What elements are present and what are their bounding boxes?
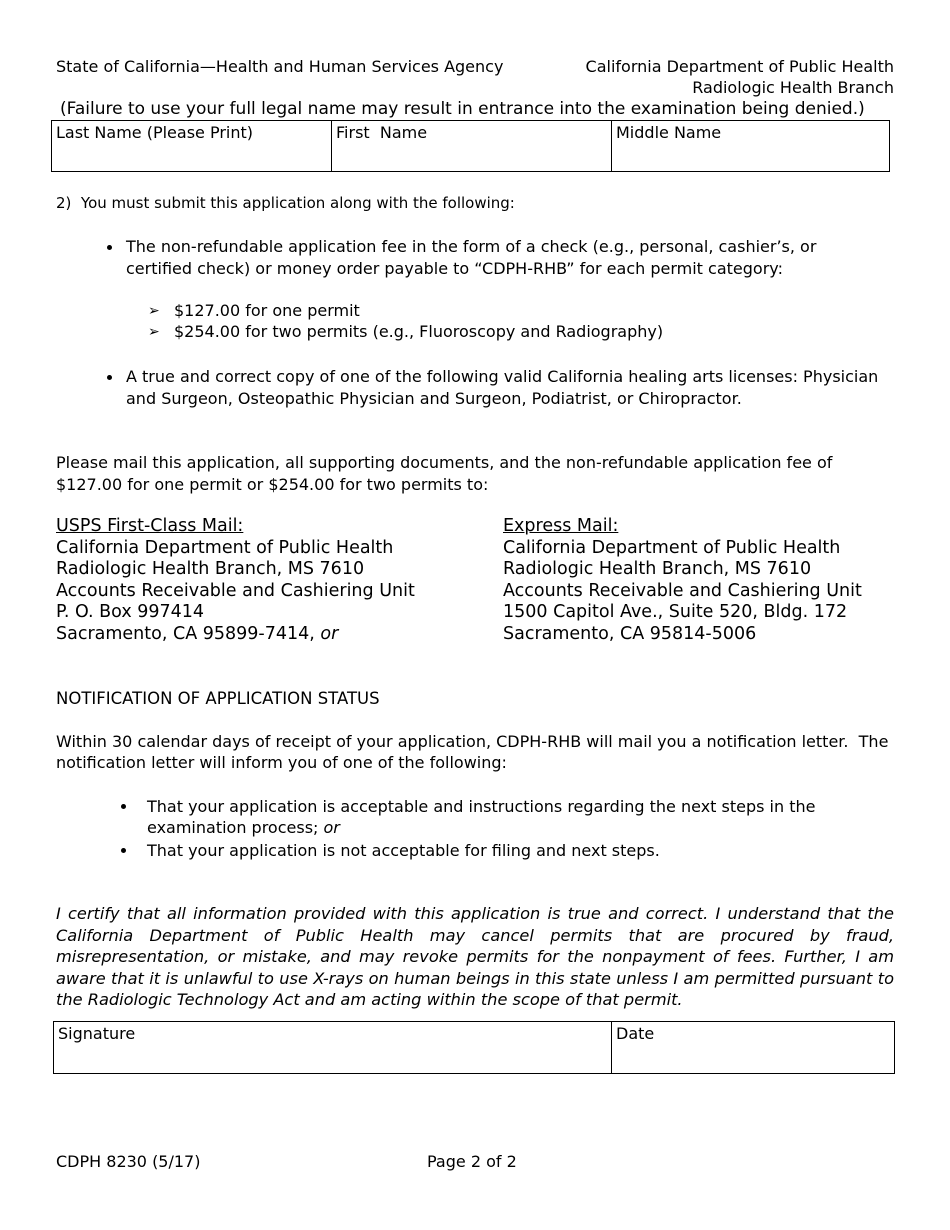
fee-item: $127.00 for one permit — [174, 301, 360, 320]
certification-statement: I certify that all information provided with this application is true and correct. I understand that the California Department of Public Health may cancel permits that are procured by fraud, misrepresentation, or mistake, and may revoke permits for the nonpayment of fees. Further, I am aware that it is unlawful to use X-rays on human beings in this state unless I am permitted pursuant to the Radiologic Technology Act and am acting within the scope of that permit. — [56, 904, 894, 1009]
express-line: California Department of Public Health — [503, 537, 841, 558]
signature-label: Signature — [58, 1024, 136, 1043]
notification-bullet1-line1: That your application is acceptable and instructions regarding the next steps in the — [147, 797, 816, 816]
agency-name: State of California—Health and Human Services Agency — [56, 57, 504, 76]
first-name-label: First Name — [336, 123, 428, 142]
express-line: 1500 Capitol Ave., Suite 520, Bldg. 172 — [503, 602, 848, 622]
license-bullet-line2: and Surgeon, Osteopathic Physician and Surgeon, Podiatrist, or Chiropractor. — [126, 389, 742, 408]
notification-or: or — [323, 818, 340, 837]
notification-heading: NOTIFICATION OF APPLICATION STATUS — [56, 689, 380, 708]
arrow-bullet-icon: ➢ — [148, 303, 160, 319]
bullet-icon — [107, 375, 112, 380]
fee-bullet-line1: The non-refundable application fee in the form of a check (e.g., personal, cashier’s, or — [126, 237, 817, 256]
bullet-icon — [107, 245, 112, 250]
usps-line: Radiologic Health Branch, MS 7610 — [56, 559, 365, 579]
date-field[interactable] — [611, 1022, 894, 1073]
express-line: Sacramento, CA 95814-5006 — [503, 623, 757, 644]
usps-line: California Department of Public Health — [56, 537, 394, 558]
last-name-field[interactable] — [52, 121, 331, 171]
fee-bullet-line2: certified check) or money order payable to “CDPH-RHB” for each permit category: — [126, 259, 783, 278]
notification-para-line2: notification letter will inform you of one of the following: — [56, 753, 507, 772]
mail-intro-line1: Please mail this application, all supporting documents, and the non-refundable application fee of — [56, 453, 833, 472]
usps-line: P. O. Box 997414 — [56, 602, 205, 622]
bullet-icon — [121, 848, 126, 853]
department-name: California Department of Public Health — [585, 57, 894, 76]
mail-intro-line2: $127.00 for one permit or $254.00 for two permits to: — [56, 475, 489, 494]
last-name-label: Last Name (Please Print) — [56, 123, 253, 142]
name-warning: (Failure to use your full legal name may result in entrance into the examination being denied.) — [60, 99, 865, 119]
notification-bullet1-line2: examination process; — [147, 818, 324, 837]
signature-table — [53, 1021, 895, 1074]
usps-address — [56, 516, 415, 645]
usps-or: or — [320, 623, 339, 644]
middle-name-label: Middle Name — [616, 123, 722, 142]
license-bullet-line1: A true and correct copy of one of the following valid California healing arts licenses: Physician — [126, 367, 879, 386]
page-number: Page 2 of 2 — [427, 1152, 517, 1171]
bullet-icon — [121, 804, 126, 809]
arrow-bullet-icon: ➢ — [148, 324, 160, 340]
signature-field[interactable] — [54, 1022, 611, 1073]
express-address — [503, 516, 862, 645]
express-heading: Express Mail: — [503, 516, 619, 536]
usps-line: Accounts Receivable and Cashiering Unit — [56, 580, 415, 601]
name-fields-table — [51, 120, 890, 172]
express-line: Accounts Receivable and Cashiering Unit — [503, 580, 862, 601]
date-label: Date — [616, 1024, 655, 1043]
branch-name: Radiologic Health Branch — [692, 78, 894, 97]
form-id: CDPH 8230 (5/17) — [56, 1152, 201, 1171]
notification-para-line1: Within 30 calendar days of receipt of your application, CDPH-RHB will mail you a notification letter. The — [56, 732, 889, 751]
section2-intro: 2) You must submit this application along with the following: — [56, 194, 515, 212]
middle-name-field[interactable] — [611, 121, 889, 171]
first-name-field[interactable] — [331, 121, 611, 171]
express-line: Radiologic Health Branch, MS 7610 — [503, 559, 812, 579]
usps-heading: USPS First-Class Mail: — [56, 516, 244, 536]
notification-bullet2: That your application is not acceptable for filing and next steps. — [147, 841, 660, 860]
fee-item: $254.00 for two permits (e.g., Fluoroscopy and Radiography) — [174, 322, 664, 341]
usps-line: Sacramento, CA 95899-7414, — [56, 623, 321, 644]
